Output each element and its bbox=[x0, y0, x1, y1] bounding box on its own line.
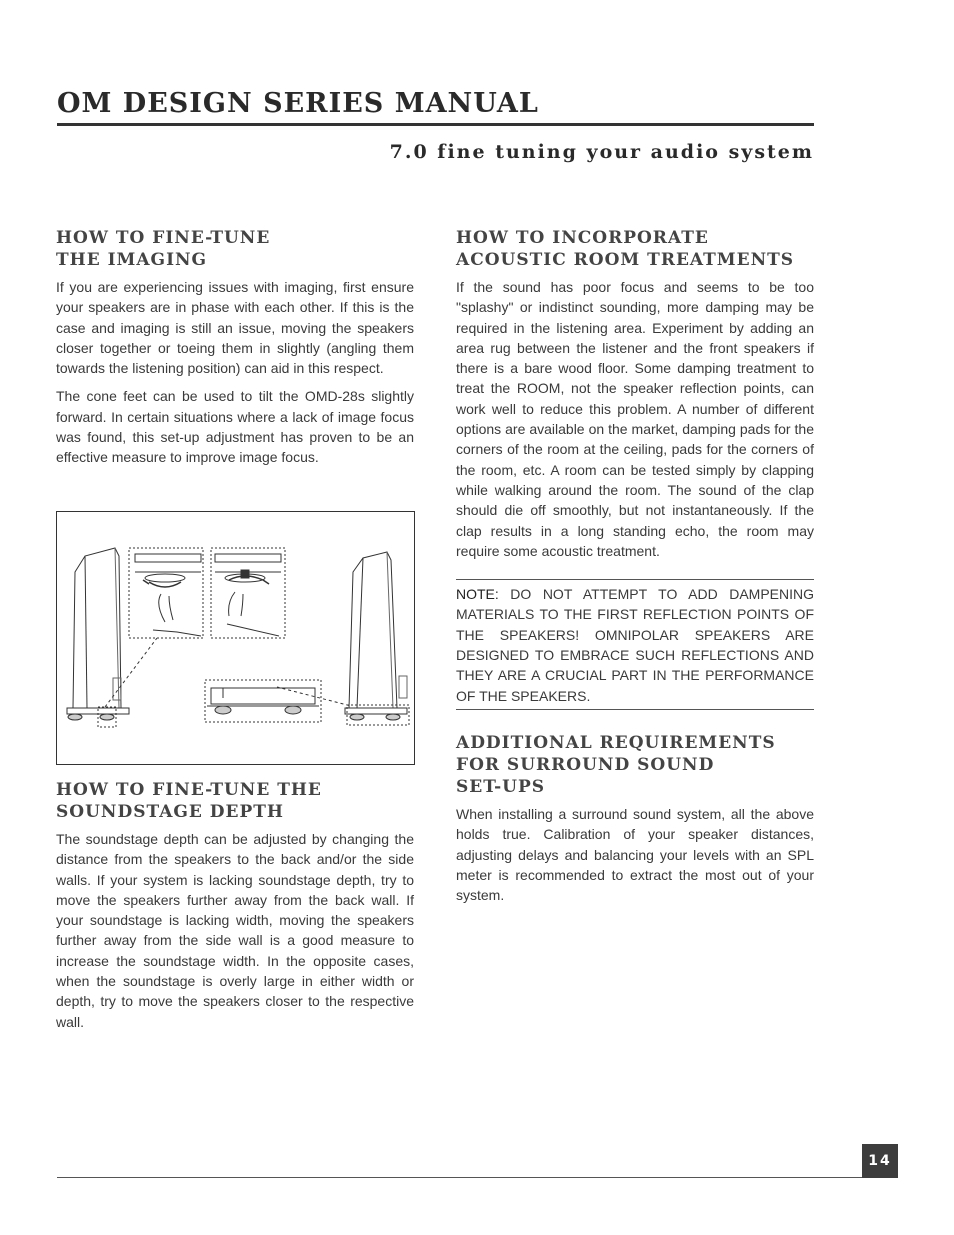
right-column bbox=[456, 227, 814, 913]
right-speaker-drawing bbox=[345, 552, 409, 725]
imaging-section bbox=[56, 227, 414, 476]
page-title: OM DESIGN SERIES MANUAL bbox=[57, 88, 539, 119]
warning-note bbox=[456, 579, 814, 710]
imaging-heading: HOW TO FINE-TUNE THE IMAGING bbox=[56, 228, 271, 270]
note-text-block bbox=[456, 584, 814, 706]
imaging-paragraph-1: If you are experiencing issues with imaging, first ensure your speakers are in phase with each other. If this is the case and imaging is still an issue, moving the speakers closer together or toeing them in slightly (angling them towards the listening position) can aid in this respect. bbox=[56, 279, 414, 377]
detail-box-2 bbox=[211, 548, 285, 638]
detail-box-1 bbox=[129, 548, 203, 638]
acoustic-heading: HOW TO INCORPORATE ACOUSTIC ROOM TREATMENTS bbox=[456, 228, 795, 270]
detail-box-3 bbox=[205, 680, 321, 722]
page-number: 14 bbox=[862, 1144, 898, 1178]
soundstage-paragraph: The soundstage depth can be adjusted by changing the distance from the speakers to the back and/or the side walls. If your system is lacking soundstage depth, try to move the speakers further away from the back wall. If your soundstage is lacking width, moving the speakers further away from the side wall is a good measure to increase the soundstage width. In the opposite cases, when the soundstage is overly large in either width or depth, try to move the speakers closer to the respective wall. bbox=[56, 831, 414, 1030]
title-rule bbox=[57, 123, 814, 126]
speaker-illustration bbox=[57, 512, 414, 764]
footer-rule bbox=[57, 1177, 862, 1178]
note-label: NOTE: bbox=[456, 586, 499, 603]
acoustic-paragraph: If the sound has poor focus and seems to be too "splashy" or indistinct sounding, more damping may be required in the listening area. Experiment by adding an area rug between the listener and the front speakers if there is a bare wood floor. Some damping treatment to treat the ROOM, not the speaker reflection points, can work well to reduce this problem. A number of different options are available on the market, damping pads for the corners of the room at the ceiling, pads for the corners of the room, etc. A room can be tested simply by clapping while walking around the room. The sound of the clap should die off smoothly, but not instantaneously. If the clap results in a long standing echo, the room may require some acoustic treatment. bbox=[456, 279, 814, 559]
section-title: 7.0 fine tuning your audio system bbox=[389, 141, 814, 163]
surround-paragraph: When installing a surround sound system, all the above holds true. Calibration of your speaker distances, adjusting delays and balancing your levels with an SPL meter is recommended to extract the most out of your system. bbox=[456, 805, 814, 904]
speaker-cone-feet-figure bbox=[56, 511, 415, 765]
note-text: DO NOT ATTEMPT TO ADD DAMPENING MATERIALS TO THE FIRST REFLECTION POINTS OF THE SPEAKERS! OMNIPOLAR SPEAKERS ARE DESIGNED TO EMBRACE SUCH REFLECTIONS AND THEY ARE A CRUCIAL PART IN THE PERFORMANCE OF THE SPEAKERS. bbox=[456, 586, 814, 704]
soundstage-heading: HOW TO FINE-TUNE THE SOUNDSTAGE DEPTH bbox=[56, 780, 322, 822]
imaging-paragraph-2: The cone feet can be used to tilt the OMD-28s slightly forward. In certain situations where a lack of image focus was found, this set-up adjustment has proven to be an effective measure to improve image focus. bbox=[56, 388, 414, 466]
left-speaker-drawing bbox=[67, 548, 129, 727]
soundstage-section bbox=[56, 779, 414, 1040]
surround-heading: ADDITIONAL REQUIREMENTS FOR SURROUND SOUND SET-UPS bbox=[456, 732, 776, 797]
